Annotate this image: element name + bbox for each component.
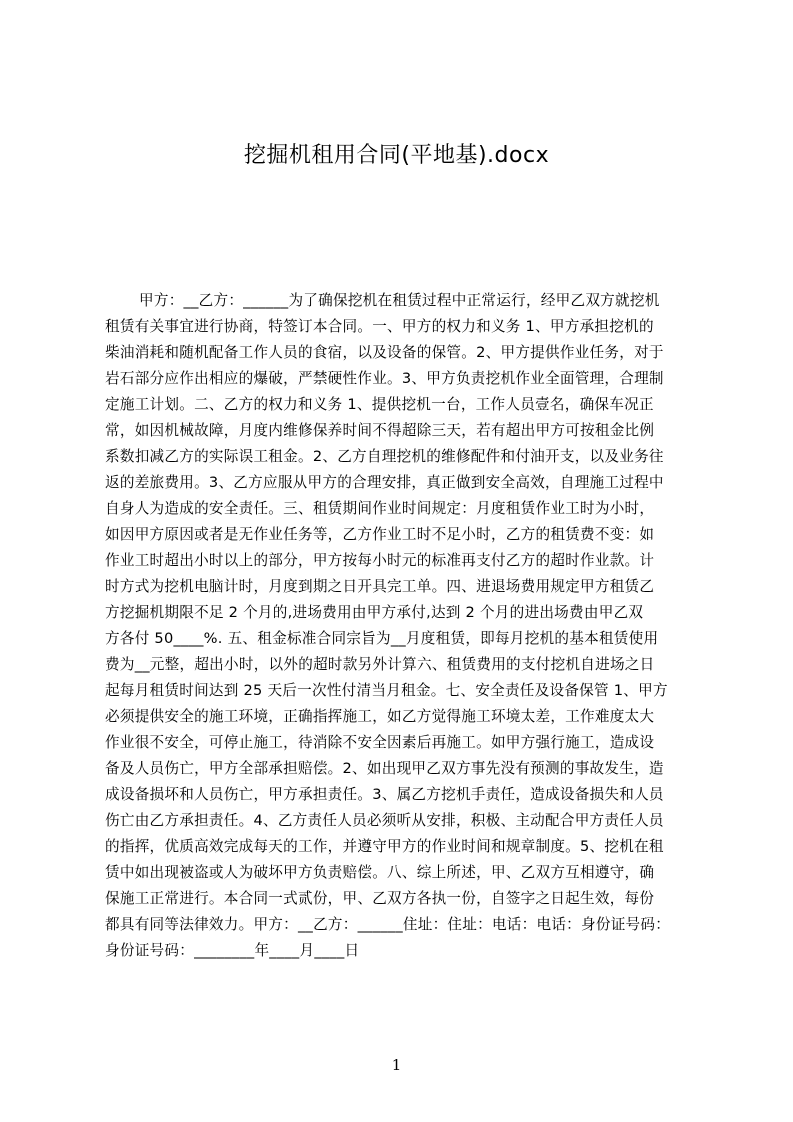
body-line: 时方式为挖机电脑计时，月度到期之日开具完工单。四、进退场费用规定甲方租赁乙: [105, 578, 655, 595]
body-line: 赁中如出现被盗或人为破坏甲方负责赔偿。八、综上所述，甲、乙双方互相遵守，确: [105, 864, 655, 881]
body-line: 成设备损坏和人员伤亡，甲方承担责任。3、属乙方挖机手责任，造成设备损失和人员: [105, 786, 664, 803]
body-line: 备及人员伤亡，甲方全部承担赔偿。2、如出现甲乙双方事先没有预测的事故发生，造: [105, 760, 664, 777]
body-line: 保施工正常进行。本合同一式贰份，甲、乙双方各执一份，自签字之日起生效，每份: [105, 890, 655, 907]
body-line: 方挖掘机期限不足 2 个月的,进场费用由甲方承付,达到 2 个月的进出场费由甲乙双: [105, 604, 644, 621]
body-line: 的指挥，优质高效完成每天的工作，并遵守甲方的作业时间和规章制度。5、挖机在租: [105, 838, 664, 855]
body-line: 身份证号码：________年____月____日: [105, 942, 360, 959]
body-line: 伤亡由乙方承担责任。4、乙方责任人员必须听从安排，积极、主动配合甲方责任人员: [105, 812, 664, 829]
body-line: 自身人为造成的安全责任。三、租赁期间作业时间规定：月度租赁作业工时为小时，: [105, 500, 655, 517]
body-line: 定施工计划。二、乙方的权力和义务 1、提供挖机一台，工作人员壹名，确保车况正: [105, 396, 654, 413]
body-line: 作业很不安全，可停止施工，待消除不安全因素后再施工。如甲方强行施工，造成设: [105, 734, 655, 751]
body-line: 起每月租赁时间达到 25 天后一次性付清当月租金。七、安全责任及设备保管 1、甲方: [105, 682, 668, 699]
body-line: 费为__元整，超出小时，以外的超时款另外计算六、租赁费用的支付挖机自进场之日: [105, 656, 655, 673]
body-line: 柴油消耗和随机配备工作人员的食宿，以及设备的保管。2、甲方提供作业任务，对于: [105, 344, 664, 361]
body-line: 租赁有关事宜进行协商，特签订本合同。一、甲方的权力和义务 1、甲方承担挖机的: [105, 318, 654, 335]
body-line: 方各付 50____%. 五、租金标准合同宗旨为__月度租赁，即每月挖机的基本租赁使用: [105, 630, 659, 647]
contract-body: [105, 288, 700, 964]
body-line: 甲方：__乙方：______为了确保挖机在租赁过程中正常运行，经甲乙双方就挖机: [139, 292, 660, 309]
body-line: 如因甲方原因或者是无作业任务等，乙方作业工时不足小时，乙方的租赁费不变：如: [105, 526, 655, 543]
body-line: 返的差旅费用。3、乙方应服从甲方的合理安排，真正做到安全高效，自理施工过程中: [105, 474, 664, 491]
body-line: 作业工时超出小时以上的部分，甲方按每小时元的标准再支付乙方的超时作业款。计: [105, 552, 655, 569]
body-line: 岩石部分应作出相应的爆破，严禁硬性作业。3、甲方负责挖机作业全面管理，合理制: [105, 370, 664, 387]
body-line: 必须提供安全的施工环境，正确指挥施工，如乙方觉得施工环境太差，工作难度太大: [105, 708, 655, 725]
page-number: 1: [391, 1056, 402, 1074]
body-line: 都具有同等法律效力。甲方：__乙方：______住址：住址：电话：电话：身份证号码：: [105, 916, 671, 933]
body-line: 常，如因机械故障，月度内维修保养时间不得超除三天，若有超出甲方可按租金比例: [105, 422, 655, 439]
document-title: 挖掘机租用合同(平地基).docx: [243, 143, 550, 168]
body-line: 系数扣减乙方的实际误工租金。2、乙方自理挖机的维修配件和付油开支，以及业务往: [105, 448, 664, 465]
